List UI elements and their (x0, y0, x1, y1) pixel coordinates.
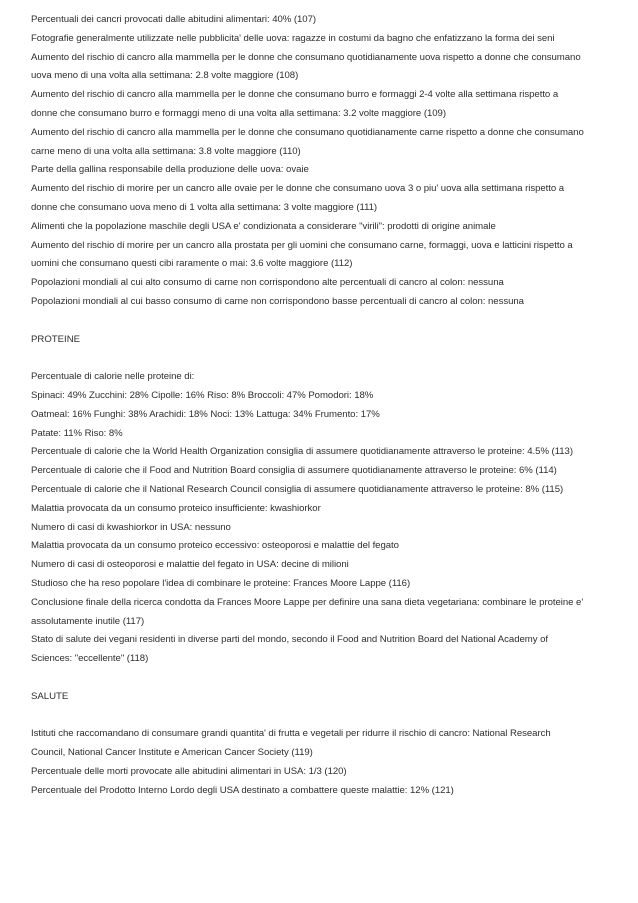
text-line: Percentuale delle morti provocate alle abitudini alimentari in USA: 1/3 (120) (31, 765, 347, 777)
text-line: Council, National Cancer Institute e American Cancer Society (119) (31, 747, 313, 759)
text-line: Percentuale di calorie che il Food and Nutrition Board consiglia di assumere quotidianamente attraverso le proteine: 6% (114) (31, 465, 557, 477)
text-line: Percentuale di calorie nelle proteine di: (31, 371, 195, 383)
text-line: Aumento del rischio di cancro alla mammella per le donne che consumano burro e formaggi 2-4 volte alla settimana rispetto a (31, 89, 559, 101)
text-line: Aumento del rischio di morire per un cancro alle ovaie per le donne che consumano uova 3 o piu' uova alla settimana rispetto a (31, 183, 565, 195)
text-line: Aumento del rischio di cancro alla mammella per le donne che consumano quotidianamente uova rispetto a donne che consumano (31, 51, 581, 63)
blank-line (31, 706, 616, 725)
blank-line (31, 349, 616, 368)
text-line: Patate: 11% Riso: 8% (31, 427, 123, 439)
text-line: Percentuale del Prodotto Interno Lordo degli USA destinato a combattere queste malattie: 12% (121) (31, 784, 454, 796)
text-line: Popolazioni mondiali al cui alto consumo di carne non corrispondono alte percentuali di cancro al colon: nessuna (31, 277, 504, 289)
document-page (31, 11, 616, 800)
blank-line (31, 312, 616, 331)
text-line: Percentuale di calorie che il National Research Council consiglia di assumere quotidianamente attraverso le proteine: 8% (115) (31, 483, 564, 495)
text-line: Stato di salute dei vegani residenti in diverse parti del mondo, secondo il Food and Nutrition Board del National Academy of (31, 634, 548, 646)
text-line: Alimenti che la popolazione maschile degli USA e' condizionata a considerare "virili": prodotti di origine animale (31, 220, 496, 232)
text-line: assolutamente inutile (117) (31, 615, 145, 627)
text-line: Percentuali dei cancri provocati dalle abitudini alimentari: 40% (107) (31, 14, 317, 25)
text-line: Aumento del rischio di morire per un cancro alla prostata per gli uomini che consumano carne, formaggi, uova e latticini rispetto a (31, 239, 573, 251)
text-line: donne che consumano uova meno di 1 volta alla settimana: 3 volte maggiore (111) (31, 201, 378, 213)
text-line: Parte della gallina responsabile della produzione delle uova: ovaie (31, 164, 309, 176)
text-line: uova meno di una volta alla settimana: 2.8 volte maggiore (108) (31, 70, 299, 82)
section-heading: PROTEINE (31, 333, 81, 345)
text-line: Aumento del rischio di cancro alla mammella per le donne che consumano quotidianamente carne rispetto a donne che consumano (31, 126, 584, 138)
blank-line (31, 669, 616, 688)
section-heading: SALUTE (31, 690, 69, 702)
text-line: Malattia provocata da un consumo proteico eccessivo: osteoporosi e malattie del fegato (31, 540, 399, 552)
text-line: Numero di casi di kwashiorkor in USA: nessuno (31, 521, 231, 533)
text-line: Studioso che ha reso popolare l'idea di combinare le proteine: Frances Moore Lappe (116) (31, 577, 411, 589)
text-line: Sciences: "eccellente" (118) (31, 653, 149, 665)
text-line: donne che consumano burro e formaggi meno di una volta alla settimana: 3.2 volte maggiore (109) (31, 107, 446, 119)
text-line: Spinaci: 49% Zucchini: 28% Cipolle: 16% Riso: 8% Broccoli: 47% Pomodori: 18% (31, 389, 374, 401)
text-line: uomini che consumano questi cibi raramente o mai: 3.6 volte maggiore (112) (31, 258, 353, 270)
text-line: Istituti che raccomandano di consumare grandi quantita' di frutta e vegetali per ridurre il rischio di cancro: National Research (31, 728, 551, 740)
text-line: Fotografie generalmente utilizzate nelle pubblicita' delle uova: ragazze in costumi da bagno che enfatizzano la forma dei seni (31, 32, 555, 44)
text-line: Malattia provocata da un consumo proteico insufficiente: kwashiorkor (31, 502, 321, 514)
text-line: Popolazioni mondiali al cui basso consumo di carne non corrispondono basse percentuali di cancro al colon: nessuna (31, 295, 524, 307)
text-line: carne meno di una volta alla settimana: 3.8 volte maggiore (110) (31, 145, 301, 157)
text-line: Oatmeal: 16% Funghi: 38% Arachidi: 18% Noci: 13% Lattuga: 34% Frumento: 17% (31, 408, 380, 420)
text-line: Percentuale di calorie che la World Health Organization consiglia di assumere quotidianamente attraverso le proteine: 4.5% (113) (31, 446, 573, 458)
text-line: Conclusione finale della ricerca condotta da Frances Moore Lappe per definire una sana dieta vegetariana: combinare le proteine e' (31, 596, 584, 608)
text-line: Numero di casi di osteoporosi e malattie del fegato in USA: decine di milioni (31, 559, 349, 571)
